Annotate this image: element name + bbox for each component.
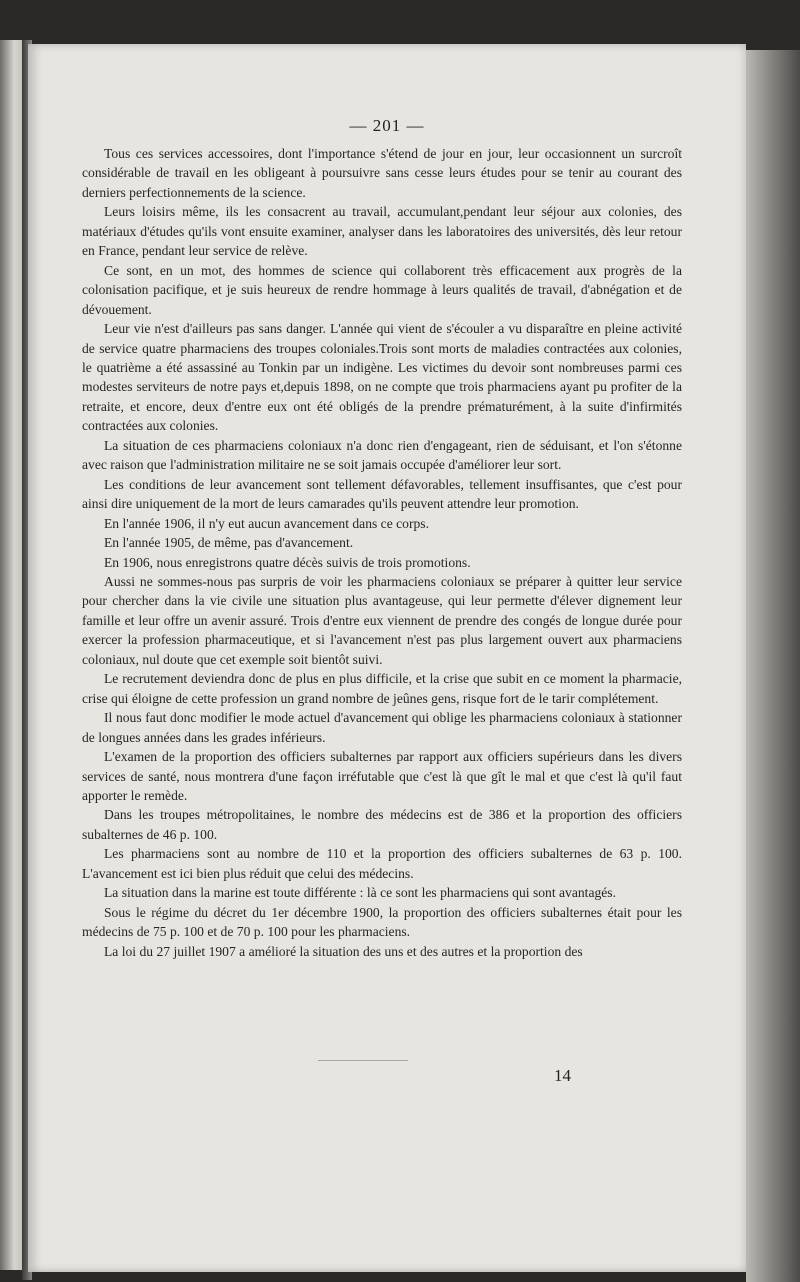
paragraph-14: Dans les troupes métropolitaines, le nombre des médecins est de 386 et la proportion des officiers subalternes de 46 p. 100.	[82, 807, 682, 842]
body-text	[82, 144, 682, 961]
paragraph-12: Il nous faut donc modifier le mode actuel d'avancement qui oblige les pharmaciens coloniaux à stationner de longues années dans les grades inférieurs.	[82, 710, 682, 745]
paragraph-13: L'examen de la proportion des officiers subalternes par rapport aux officiers supérieurs dans les divers services de santé, nous montrera d'une façon irréfutable que c'est là que gît le mal et que c'est là qu'il faut apporter le remède.	[82, 749, 682, 803]
signature-mark: 14	[554, 1066, 571, 1085]
paragraph-16: La situation dans la marine est toute différente : là ce sont les pharmaciens qui sont avantagés.	[104, 885, 616, 901]
paragraph-11: Le recrutement deviendra donc de plus en plus difficile, et la crise que subit en ce moment la pharmacie, crise qui éloigne de cette profession un grand nombre de jeûnes gens, risque fort de le tarir complétement.	[82, 671, 682, 706]
page-number: — 201 —	[349, 116, 425, 135]
paragraph-9: En 1906, nous enregistrons quatre décès suivis de trois promotions.	[104, 554, 471, 570]
footer-rule	[318, 1060, 408, 1061]
paragraph-3: Ce sont, en un mot, des hommes de science qui collaborent très efficacement aux progrès de la colonisation pacifique, et je suis heureux de rendre hommage à leurs qualités de travail, d'abnégation et de dévouement.	[82, 262, 682, 317]
paragraph-5: La situation de ces pharmaciens coloniaux n'a donc rien d'engageant, rien de séduisant, et l'on s'étonne avec raison que l'administration militaire ne se soit jamais occupée d'améliorer leur sort.	[82, 437, 682, 473]
paragraph-2: Leurs loisirs même, ils les consacrent au travail, accumulant,pendant leur séjour aux colonies, des matériaux d'études qu'ils vont ensuite examiner, analyser dans les laboratoires des universités, dès leur retour en France, pendant leur service de relève.	[82, 204, 682, 259]
paragraph-4: Leur vie n'est d'ailleurs pas sans danger. L'année qui vient de s'écouler a vu disparaître en pleine activité de service quatre pharmaciens des troupes coloniales.Trois sont morts de maladies contractées aux colonies, le quatrième a été assassiné au Tonkin par un indigène. Les victimes du devoir sont nombreuses parmi ces modestes serviteurs de notre pays et,depuis 1898, on ne compte que trois pharmaciens ayant pu profiter de la retraite, et encore, deux d'entre eux ont été obligés de la prendre prématurément, à la suite d'infirmités contractées aux colonies.	[82, 321, 682, 434]
document-page	[28, 44, 746, 1272]
paragraph-1: Tous ces services accessoires, dont l'importance s'étend de jour en jour, leur occasionnent un surcroît considérable de travail en les obligeant à poursuivre sans cesse leurs études pour se tenir au courant des derniers perfectionnements de la science.	[82, 146, 682, 200]
paragraph-18: La loi du 27 juillet 1907 a amélioré la situation des uns et des autres et la proportion des	[104, 943, 583, 959]
paragraph-10: Aussi ne sommes-nous pas surpris de voir les pharmaciens coloniaux se préparer à quitter leur service pour chercher dans la vie civile une situation plus avantageuse, qui leur permette d'élever dignement leur famille et leur offre un avenir assuré. Trois d'entre eux viennent de prendre des congés de longue durée pour exercer la profession pharmaceutique, et si l'avancement n'est pas plus largement ouvert aux pharmaciens coloniaux, nul doute que cet exemple soit bientôt suivi.	[82, 573, 682, 667]
paragraph-7: En l'année 1906, il n'y eut aucun avancement dans ce corps.	[104, 515, 429, 531]
paragraph-15: Les pharmaciens sont au nombre de 110 et la proportion des officiers subalternes de 63 p. 100. L'avancement est ici bien plus réduit que celui des médecins.	[82, 846, 682, 881]
paragraph-8: En l'année 1905, de même, pas d'avancement.	[104, 535, 354, 551]
paragraph-17: Sous le régime du décret du 1er décembre 1900, la proportion des officiers subalternes était pour les médecins de 75 p. 100 et de 70 p. 100 pour les pharmaciens.	[82, 904, 682, 940]
paragraph-6: Les conditions de leur avancement sont tellement défavorables, tellement insuffisantes, que c'est pour ainsi dire uniquement de la mort de leurs camarades qu'ils peuvent attendre leur promotion.	[82, 476, 682, 512]
stacked-pages-edge	[746, 50, 800, 1282]
